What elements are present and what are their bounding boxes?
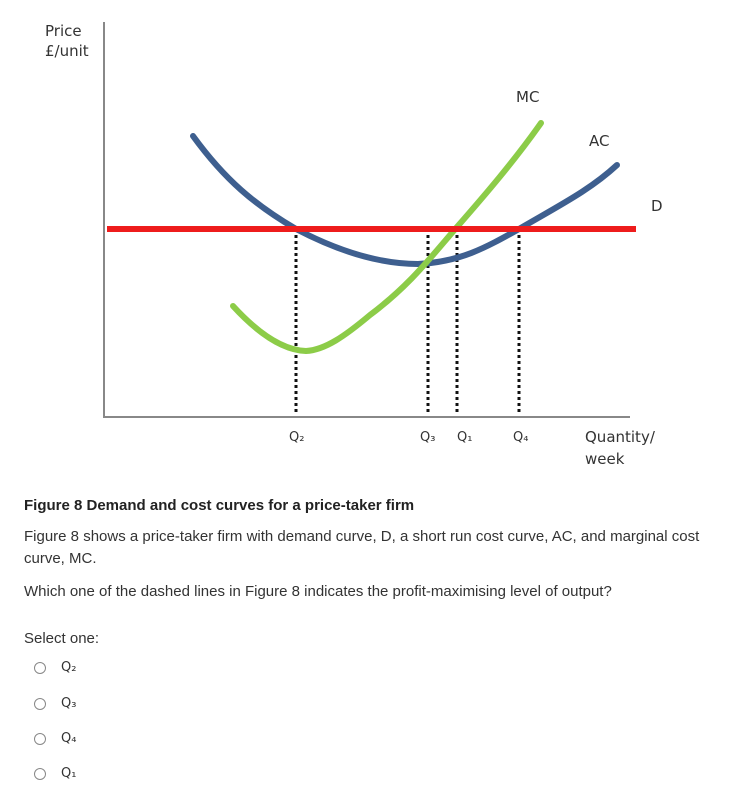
q2-label: Q₂ <box>289 430 305 445</box>
ac-label: AC <box>589 132 610 150</box>
question-prompt: Which one of the dashed lines in Figure 8 indicates the profit-maximising level of output? <box>24 583 612 600</box>
option-q2[interactable] <box>34 660 76 675</box>
option-q1[interactable] <box>34 766 76 781</box>
select-one-label: Select one: <box>24 630 100 647</box>
radio-button[interactable] <box>34 768 46 780</box>
q1-label: Q₁ <box>457 430 473 445</box>
option-label: Q₄ <box>61 731 77 746</box>
option-label: Q₁ <box>61 766 77 781</box>
radio-button[interactable] <box>34 662 46 674</box>
option-label: Q₂ <box>61 660 77 675</box>
mc-label: MC <box>516 88 540 106</box>
radio-button[interactable] <box>34 733 46 745</box>
mc-curve <box>233 123 541 351</box>
option-q4[interactable] <box>34 731 76 746</box>
x-axis-label: Quantity/ <box>585 428 655 446</box>
x-axis-unit-label: week <box>585 450 625 468</box>
y-axis-unit-label: £/unit <box>45 42 89 60</box>
radio-button[interactable] <box>34 698 46 710</box>
q3-label: Q₃ <box>420 430 436 445</box>
q4-label: Q₄ <box>513 430 529 445</box>
option-label: Q₃ <box>61 696 77 711</box>
option-q3[interactable] <box>34 696 76 711</box>
y-axis-label: Price <box>45 22 82 40</box>
figure-caption: Figure 8 Demand and cost curves for a price-taker firm <box>24 497 415 514</box>
d-label: D <box>651 197 663 215</box>
figure-description: Figure 8 shows a price-taker firm with demand curve, D, a short run cost curve, AC, and marginal cost curve, MC. <box>24 528 700 567</box>
ac-curve <box>193 136 617 264</box>
